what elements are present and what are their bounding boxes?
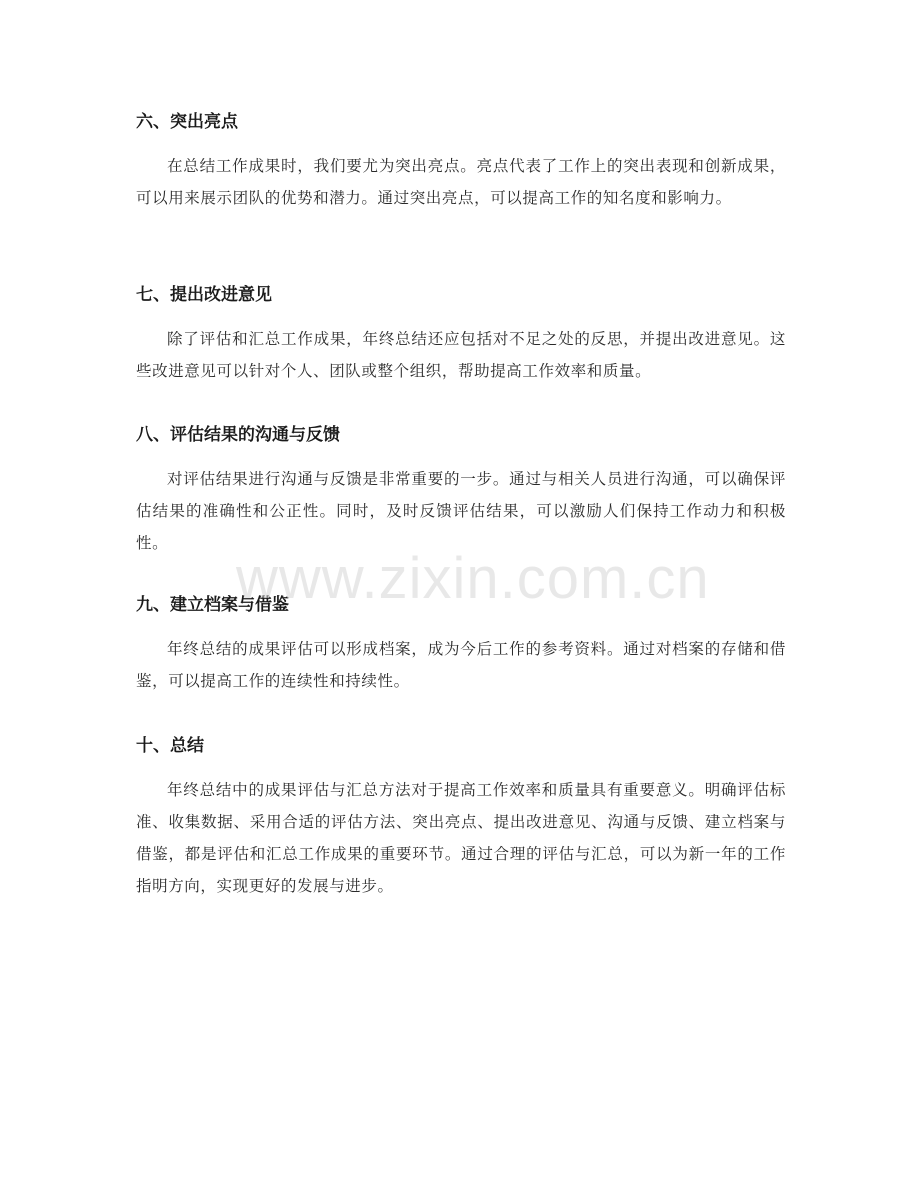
section-paragraph: 在总结工作成果时，我们要尤为突出亮点。亮点代表了工作上的突出表现和创新成果，可以用来展示团队的优势和潜力。通过突出亮点，可以提高工作的知名度和影响力。 (136, 157, 786, 207)
section-paragraph: 对评估结果进行沟通与反馈是非常重要的一步。通过与相关人员进行沟通，可以确保评估结果的准确性和公正性。同时，及时反馈评估结果，可以激励人们保持工作动力和积极性。 (136, 470, 786, 552)
section-heading: 十、总结 (136, 736, 204, 756)
section-heading: 七、提出改进意见 (136, 285, 272, 305)
section-paragraph: 年终总结的成果评估可以形成档案，成为今后工作的参考资料。通过对档案的存储和借鉴，可以提高工作的连续性和持续性。 (136, 640, 786, 690)
section-highlights (136, 110, 786, 214)
section-paragraph: 除了评估和汇总工作成果，年终总结还应包括对不足之处的反思，并提出改进意见。这些改进意见可以针对个人、团队或整个组织，帮助提高工作效率和质量。 (136, 330, 786, 380)
section-archive (136, 593, 786, 697)
section-summary (136, 734, 786, 902)
section-feedback (136, 423, 786, 559)
section-heading: 九、建立档案与借鉴 (136, 595, 289, 615)
section-heading: 八、评估结果的沟通与反馈 (136, 425, 340, 445)
section-improvements (136, 283, 786, 387)
section-paragraph: 年终总结中的成果评估与汇总方法对于提高工作效率和质量具有重要意义。明确评估标准、收集数据、采用合适的评估方法、突出亮点、提出改进意见、沟通与反馈、建立档案与借鉴，都是评估和汇总工作成果的重要环节。通过合理的评估与汇总，可以为新一年的工作指明方向，实现更好的发展与进步。 (136, 781, 786, 895)
section-heading: 六、突出亮点 (136, 112, 238, 132)
watermark: www.zixin.com.cn (236, 546, 710, 611)
